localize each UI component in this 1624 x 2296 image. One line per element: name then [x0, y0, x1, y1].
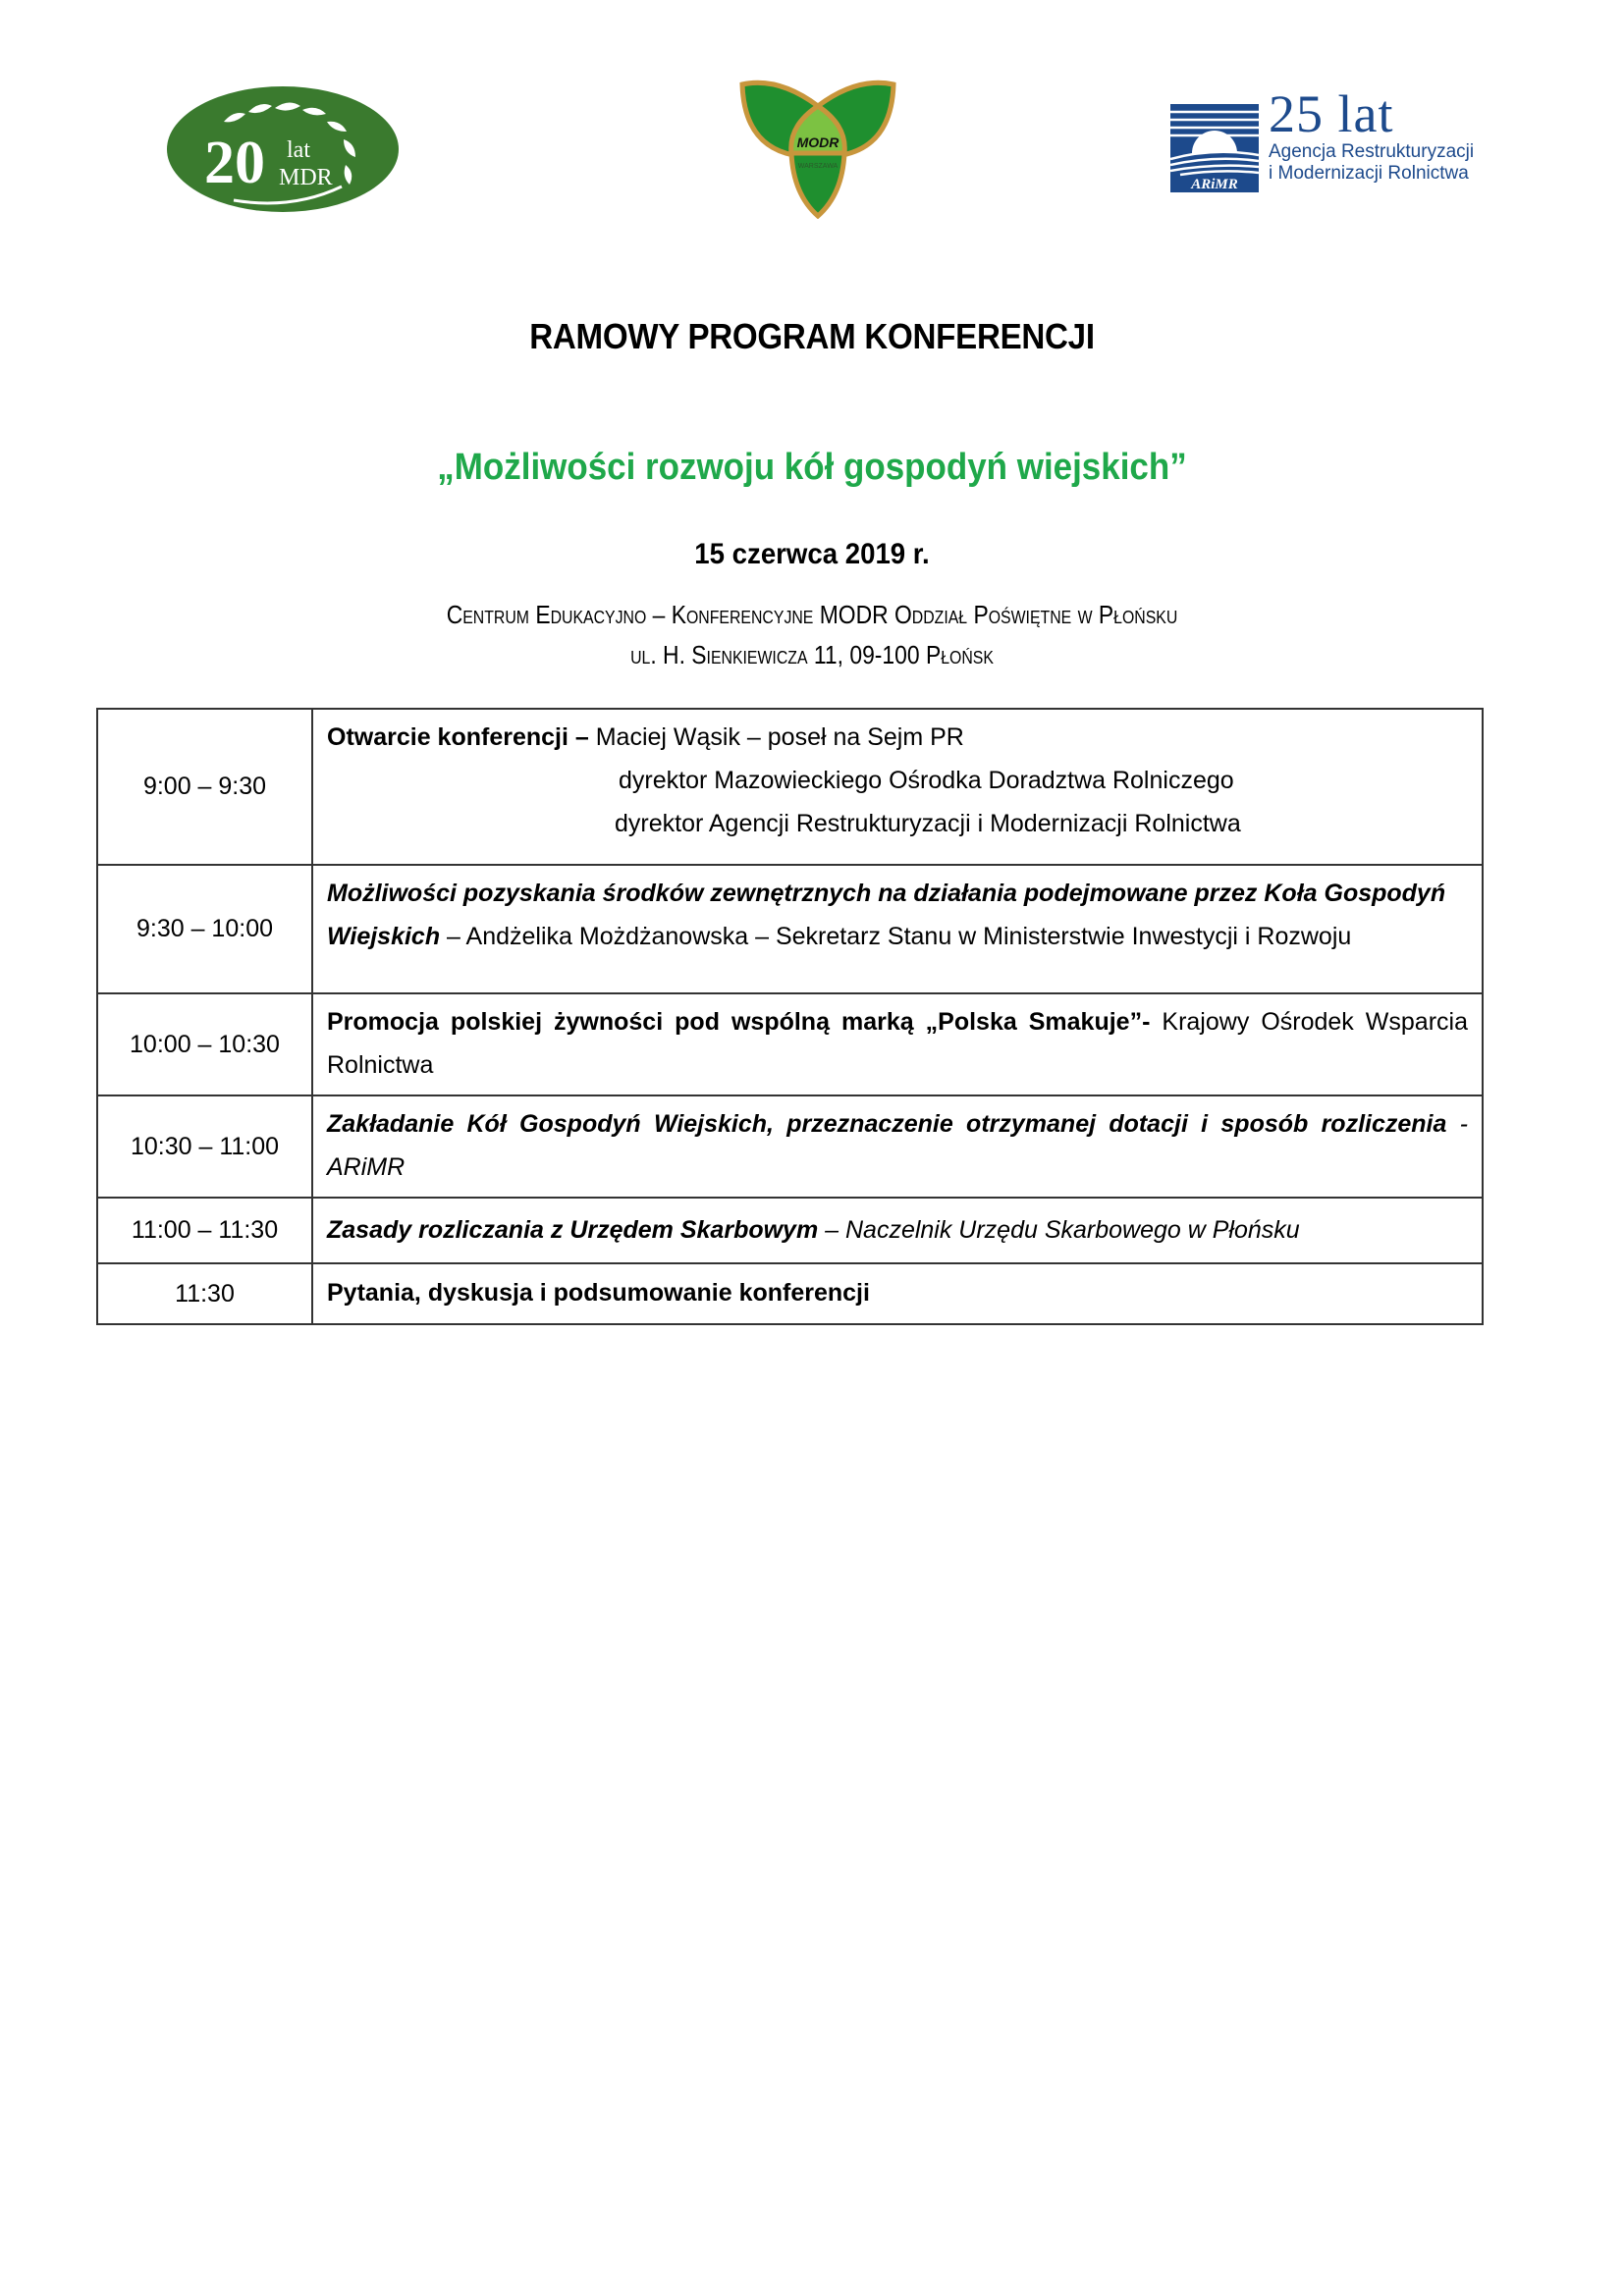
time-cell: 10:30 – 11:00	[97, 1095, 312, 1198]
table-row	[97, 1095, 1483, 1198]
agenda-speaker: Maciej Wąsik – poseł na Sejm PR	[588, 723, 964, 751]
table-row	[97, 1198, 1483, 1263]
logo-word-mdr: MDR	[279, 165, 333, 190]
agenda-title: Otwarcie konferencji –	[327, 723, 589, 751]
arimr-name-line1: Agencja Restrukturyzacji	[1269, 141, 1475, 162]
schedule-table	[96, 708, 1484, 1325]
mdr-20-years-logo	[165, 82, 401, 215]
logo-modr-text: MODR	[796, 134, 839, 150]
time-cell: 9:00 – 9:30	[97, 709, 312, 865]
venue-address: ul. H. Sienkiewicza 11, 09-100 Płońsk	[630, 640, 994, 669]
agenda-title: Zasady rozliczania z Urzędem Skarbowym	[327, 1215, 819, 1244]
modr-warszawa-logo	[734, 77, 901, 219]
arimr-name-line2: i Modernizacji Rolnictwa	[1269, 163, 1469, 184]
time-cell: 9:30 – 10:00	[97, 865, 312, 993]
arimr-sun-fields-icon	[1170, 104, 1259, 192]
agenda-speaker-line: dyrektor Mazowieckiego Ośrodka Doradztwa Rolniczego	[619, 767, 1234, 794]
agenda-title: Pytania, dyskusja i podsumowanie konferencji	[327, 1279, 870, 1307]
agenda-title: Możliwości pozyskania środków zewnętrznych na działania podejmowane przez Koła Gospodyń Wiejskich	[327, 880, 1446, 950]
table-row	[97, 1263, 1483, 1324]
time-cell: 11:00 – 11:30	[97, 1198, 312, 1263]
table-row	[97, 993, 1483, 1095]
time-cell: 11:30	[97, 1263, 312, 1324]
agenda-cell	[312, 865, 1483, 993]
agenda-cell	[312, 1263, 1483, 1324]
logo-number: 20	[204, 130, 265, 196]
table-row	[97, 865, 1483, 993]
agenda-speaker: Krajowy Ośrodek Wsparcia Rolnictwa	[327, 1008, 1468, 1079]
conference-subtitle: „Możliwości rozwoju kół gospodyń wiejskich”	[437, 447, 1187, 488]
agenda-cell	[312, 993, 1483, 1095]
agenda-speaker-line: dyrektor Agencji Restrukturyzacji i Modernizacji Rolnictwa	[615, 810, 1241, 837]
arimr-years: 25 lat	[1269, 84, 1394, 143]
logo-city-text: WARSZAWA	[797, 163, 839, 170]
document-title: RAMOWY PROGRAM KONFERENCJI	[529, 316, 1095, 356]
venue-name: Centrum Edukacyjno – Konferencyjne MODR Oddział Poświętne w Płońsku	[446, 600, 1178, 629]
agenda-title: Zakładanie Kół Gospodyń Wiejskich, przeznaczenie otrzymanej dotacji i sposób rozliczenia	[327, 1110, 1447, 1138]
time-cell: 10:00 – 10:30	[97, 993, 312, 1095]
agenda-cell	[312, 1095, 1483, 1198]
agenda-speaker: – Andżelika Możdżanowska – Sekretarz Stanu w Ministerstwie Inwestycji i Rozwoju	[440, 923, 1352, 950]
logo-word-lat: lat	[287, 137, 310, 163]
conference-date: 15 czerwca 2019 r.	[694, 538, 930, 570]
table-row	[97, 709, 1483, 865]
agenda-cell	[312, 1198, 1483, 1263]
agenda-cell	[312, 709, 1483, 865]
arimr-text-block	[1269, 86, 1474, 185]
agenda-speaker: - ARiMR	[327, 1110, 1468, 1181]
agenda-speaker: – Naczelnik Urzędu Skarbowego w Płońsku	[818, 1215, 1300, 1244]
arimr-25-years-logo	[1170, 84, 1494, 200]
arimr-badge-text: ARiMR	[1191, 177, 1238, 192]
agenda-title: Promocja polskiej żywności pod wspólną marką „Polska Smakuje”-	[327, 1008, 1151, 1036]
